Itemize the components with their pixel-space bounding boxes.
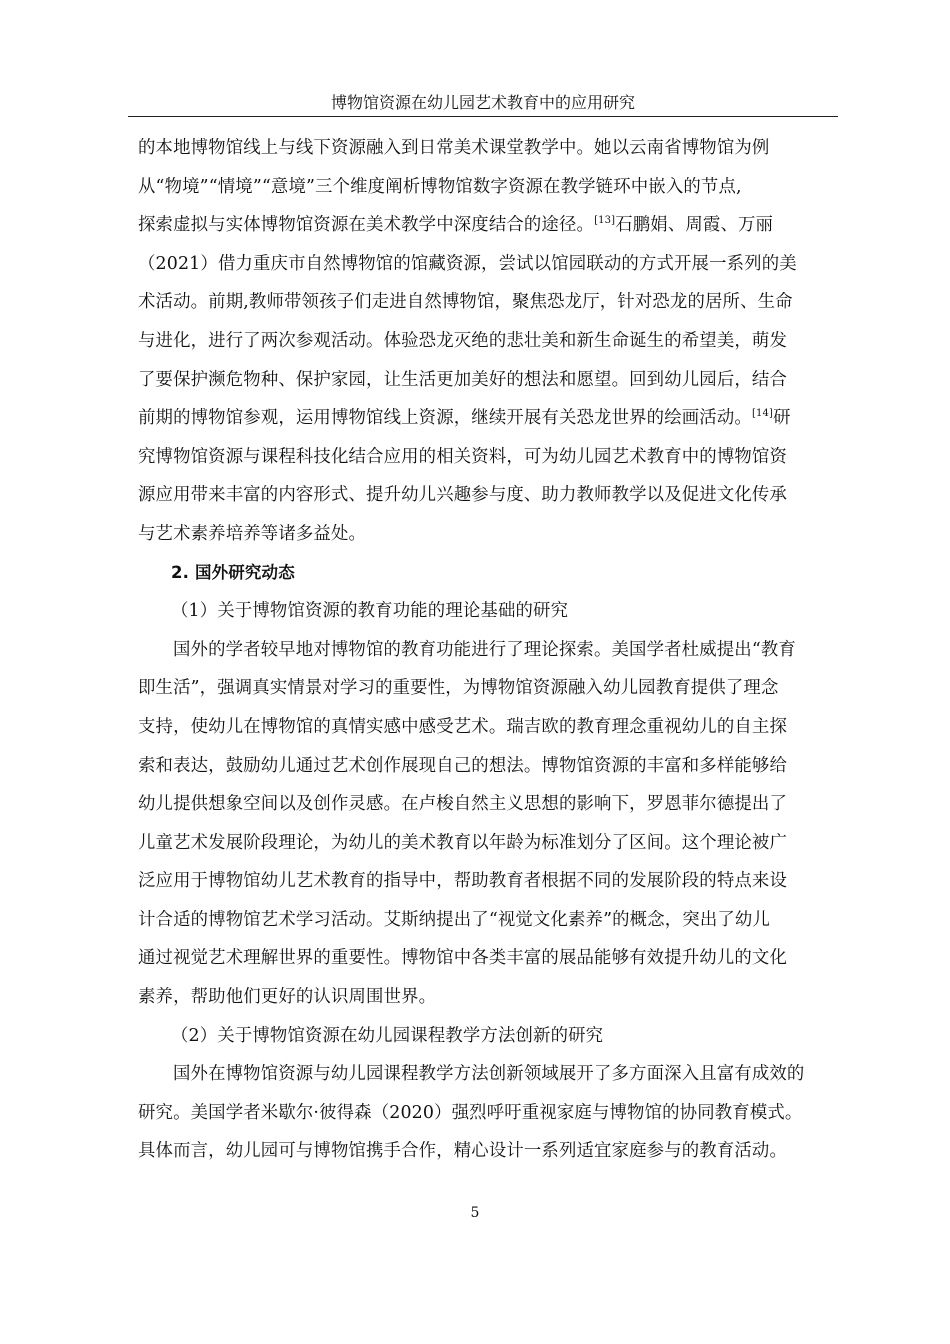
paragraph-line: 支持，使幼儿在博物馆的真情实感中感受艺术。瑞吉欧的教育理念重视幼儿的自主探 <box>138 716 788 737</box>
paragraph-line: （2021）借力重庆市自然博物馆的馆藏资源，尝试以馆园联动的方式开展一系列的美 <box>138 253 797 274</box>
paragraph-line <box>138 399 860 438</box>
paragraph-line: 源应用带来丰富的内容形式、提升幼儿兴趣参与度、助力教师教学以及促进文化传承 <box>138 485 788 506</box>
line-text: 石鹏娟、周霞、万丽 <box>615 215 774 236</box>
section-heading: 2. 国外研究动态 <box>171 562 295 582</box>
paragraph-line: 国外的学者较早地对博物馆的教育功能进行了理论探索。美国学者杜威提出“教育 <box>173 639 796 660</box>
document-body <box>138 129 860 1171</box>
citation-ref: [13] <box>594 215 616 227</box>
paragraph-line: 的本地博物馆线上与线下资源融入到日常美术课堂教学中。她以云南省博物馆为例 <box>138 138 770 158</box>
paragraph-line: 即生活”，强调真实情景对学习的重要性，为博物馆资源融入幼儿园教育提供了理念 <box>138 678 779 699</box>
subsection-heading: （1）关于博物馆资源的教育功能的理论基础的研究 <box>171 601 569 622</box>
paragraph-line: 泛应用于博物馆幼儿艺术教育的指导中，帮助教育者根据不同的发展阶段的特点来设 <box>138 871 788 892</box>
line-text: 探索虚拟与实体博物馆资源在美术教学中深度结合的途径。 <box>138 215 595 236</box>
paragraph-line: 国外在博物馆资源与幼儿园课程教学方法创新领域展开了多方面深入且富有成效的 <box>173 1064 805 1085</box>
paragraph-line: 了要保护濒危物种、保护家园，让生活更加美好的想法和愿望。回到幼儿园后，结合 <box>138 369 788 390</box>
paragraph-line: 具体而言，幼儿园可与博物馆携手合作，精心设计一系列适宜家庭参与的教育活动。 <box>138 1141 788 1162</box>
line-text: 研 <box>773 408 791 429</box>
paragraph-line: 儿童艺术发展阶段理论，为幼儿的美术教育以年龄为标准划分了区间。这个理论被广 <box>138 832 788 853</box>
header-rule <box>128 116 838 117</box>
citation-ref: [14] <box>751 408 774 420</box>
page-number: 5 <box>470 1205 480 1221</box>
running-header: 博物馆资源在幼儿园艺术教育中的应用研究 <box>330 93 635 112</box>
paragraph-line: 研究。美国学者米歇尔·彼得森（2020）强烈呼吁重视家庭与博物馆的协同教育模式。 <box>138 1102 803 1123</box>
paragraph-line <box>138 206 860 245</box>
paragraph-line: 通过视觉艺术理解世界的重要性。博物馆中各类丰富的展品能够有效提升幼儿的文化 <box>138 948 788 969</box>
paragraph-line: 与进化，进行了两次参观活动。体验恐龙灭绝的悲壮美和新生命诞生的希望美，萌发 <box>138 330 788 351</box>
line-text: 前期的博物馆参观，运用博物馆线上资源，继续开展有关恐龙世界的绘画活动。 <box>138 408 752 429</box>
paragraph-line: 与艺术素养培养等诸多益处。 <box>138 523 367 544</box>
paragraph-line: 素养，帮助他们更好的认识周围世界。 <box>138 987 437 1008</box>
paragraph-line: 究博物馆资源与课程科技化结合应用的相关资料，可为幼儿园艺术教育中的博物馆资 <box>138 446 788 467</box>
paragraph-line: 计合适的博物馆艺术学习活动。艾斯纳提出了“视觉文化素养”的概念，突出了幼儿 <box>138 909 771 930</box>
paragraph-line: 术活动。前期,教师带领孩子们走进自然博物馆，聚焦恐龙厅，针对恐龙的居所、生命 <box>138 292 793 313</box>
paragraph-line: 幼儿提供想象空间以及创作灵感。在卢梭自然主义思想的影响下，罗恩菲尔德提出了 <box>138 794 788 815</box>
subsection-heading: （2）关于博物馆资源在幼儿园课程教学方法创新的研究 <box>171 1025 604 1046</box>
paragraph-line: 从“物境”“情境”“意境”三个维度阐析博物馆数字资源在教学链环中嵌入的节点, <box>138 176 742 197</box>
paragraph-line: 索和表达，鼓励幼儿通过艺术创作展现自己的想法。博物馆资源的丰富和多样能够给 <box>138 755 788 776</box>
